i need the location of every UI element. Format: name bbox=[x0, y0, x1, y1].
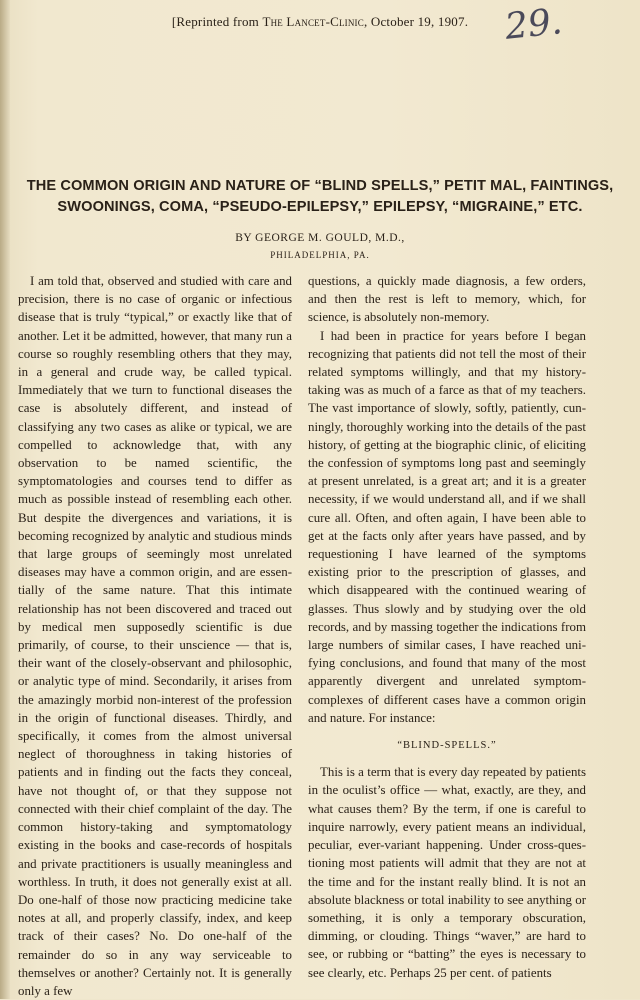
left-column bbox=[18, 272, 292, 1000]
right-column bbox=[308, 272, 586, 982]
left-paragraph: I am told that, observed and studied with care and precision, there is no case of organic or infectious disease that is truly “typical,” or exactly like that of another. Let it be admitted, however, that many run a course so roughly resembling others that they may, in a general and crude way, be called typical. Immediately that we turn to functional diseases the case is absolutely different, and instead of classifying any two cases as alike or typical, we are compelled to acknowledge that, with any observation to be named scientific, the symptomatologies and courses tend to differ as much as possible instead of resembling each other. But despite the divergences and variations, it is becoming recognized by analytic and studious minds that large groups of seemingly most unrelated diseases may have a common origin, and are essentially of the same nature. That this intimate relationship has not been discovered and traced out by medical men supposedly scientific is due primarily, of course, to their unscience — that is, their want of the closely-observant and philosophic, or analytic type of mind. Secondarily, it arises from the amazingly morbid non-interest of the profession in the origin of functional diseases. Thirdly, and specifically, it comes from the almost universal neglect of thoroughness in taking histories of patients and in finding out the facts they conceal, have not thought of, or that they suppose not connected with their chief complaint of the day. The common history-taking and symptomatology existing in the books and case-records of hospitals and private practitioners is usually meaningless and worthless. In truth, it does not generally exist at all. Do one-half of those now practicing medicine take notes at all, and properly classify, index, and keep track of their cases? No. Do one-half of the remainder do so in any way serviceable to themselves or another? Certainly not. It is generally only a few bbox=[18, 274, 292, 998]
reprint-date: , October 19, 1907. bbox=[363, 14, 469, 29]
right-paragraph-1: questions, a quickly made diagnosis, a few orders, and then the rest is left to memory, which, for science, is absolutely non-memory. bbox=[308, 274, 586, 325]
right-paragraph-3: This is a term that is every day repeated by patients in the oculist’s office — what, exactly, are they, and what causes them? By the term, if one is careful to inquire narrowly, every patient means an individual, peculiar, ever-variant happening. Under cross-questioning most patients will admit that they are not at the time and for the instant really blind. It is not an absolute blackness or total inability to see anything or something, it is only a temporary obscuration, dimming, or clouding. Things “waver,” are hard to see, or rubbing or “batting” the eyes is necessary to see clearly, etc. Perhaps 25 per cent. of patients bbox=[308, 765, 586, 980]
journal-name: The Lancet-Clinic bbox=[262, 14, 364, 29]
title-line-1: THE COMMON ORIGIN AND NATURE OF “BLIND SPELLS,” PETIT MAL, FAINTINGS, bbox=[26, 178, 614, 194]
author-byline: BY GEORGE M. GOULD, M.D., bbox=[235, 232, 405, 244]
right-paragraph-2: I had been in practice for years before I began recognizing that patients did not tell the most of their related symptoms willingly, and that my history-taking was as much of a farce as that of my teachers. The vast importance of slowly, softly, patiently, cunningly, thoroughly working into the details of the past history, of getting at the biographic clinic, of eliciting the confession of symptoms long past and seemingly at present unrelated, is a great art; and it is a greater necessity, if we would understand all, and if we shall cure all. Often, and often again, I have been able to get at the facts only after years have passed, and by requestioning I have learned of the symptoms existing prior to the prescription of glasses, and which disappeared with the continued wearing of glasses. Thus slowly and by studying over the old records, and by massing together the indications from large numbers of similar cases, I have reached unifying conclusions, and found that many of the most apparently divergent and unrelated symptom-complexes of different cases have a common origin and nature. For instance: bbox=[308, 328, 586, 725]
article-title bbox=[20, 176, 620, 218]
reprint-prefix: [Reprinted from bbox=[171, 14, 263, 29]
handwritten-page-number: 29. bbox=[503, 1, 565, 48]
title-line-2: SWOONINGS, COMA, “PSEUDO-EPILEPSY,” EPILEPSY, “MIGRAINE,” ETC. bbox=[57, 199, 583, 215]
author-location: PHILADELPHIA, PA. bbox=[270, 250, 370, 260]
page-binding-edge bbox=[0, 0, 10, 999]
section-heading: “BLIND-SPELLS.” bbox=[397, 740, 497, 752]
